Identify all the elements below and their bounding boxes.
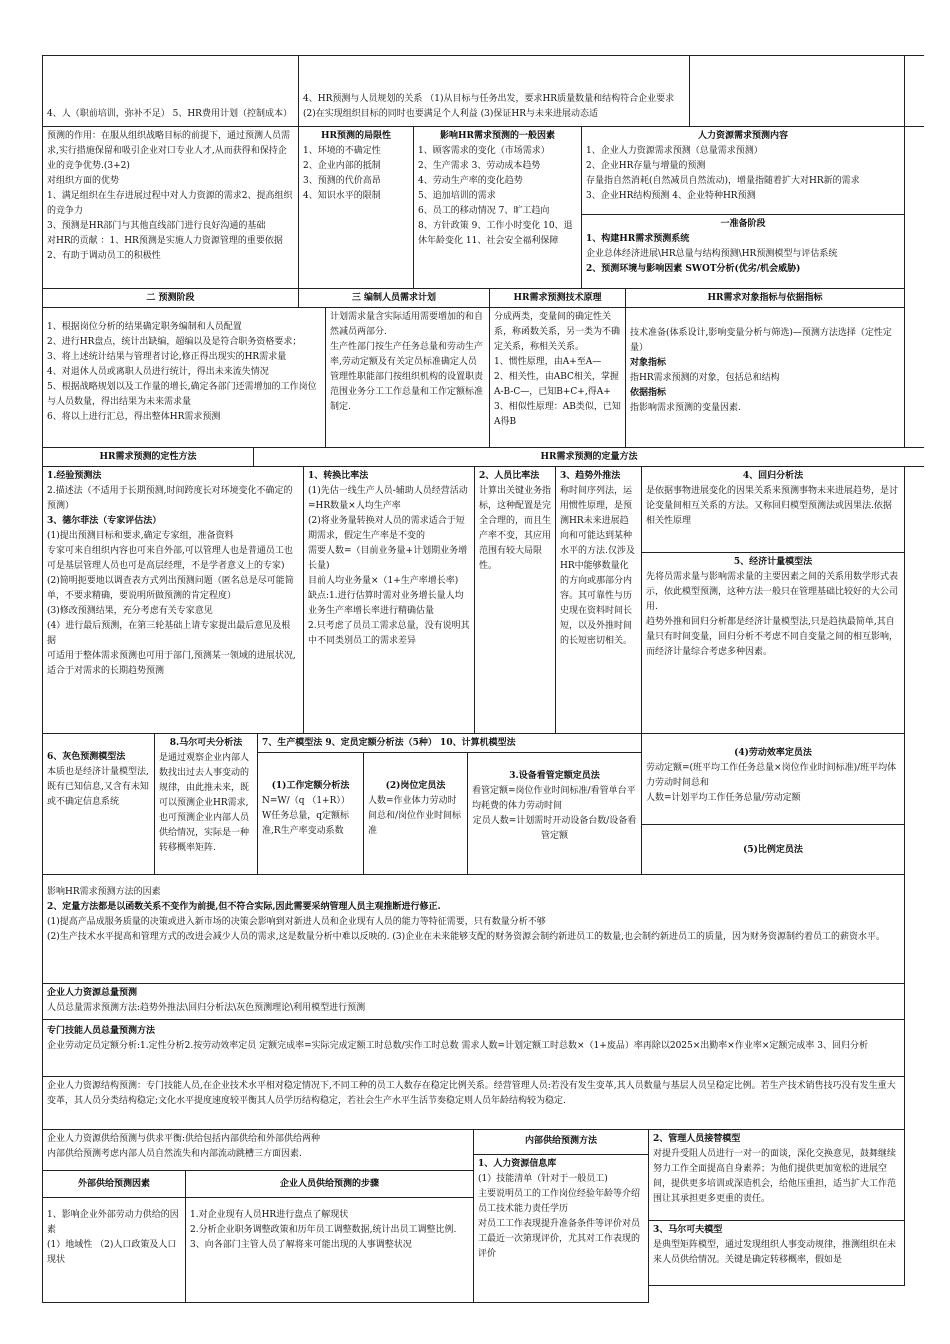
conversion-ratio-text: 2.只考虑了员员工需求总量，没有说明其中不同类别员工的需求差异: [308, 621, 470, 646]
total-forecast-cell: [42, 983, 905, 1020]
demand-content-item: 2、企业HR存量与增量的预测: [586, 161, 706, 171]
demand-plan-header: 三 编制人员需求计划: [298, 288, 490, 308]
post-staffing-text: 人数=作业体力劳动时间总和/岗位作业时间标准: [368, 796, 462, 836]
prep-stage-item: 1、构建HR需求预测系统: [586, 234, 690, 244]
demand-factor-item: 8、方针政策 9、工作小时变化 10、退休年龄变化 11、社会安全福利保障: [418, 221, 573, 246]
equipment-quota-title: 3.设备看管定额定员法: [509, 771, 600, 781]
econometric-title: 5、经济计量模型法: [733, 557, 813, 567]
supply-step: 3、向各部门主管人员了解将来可能出现的人事调整状况: [190, 1240, 412, 1250]
hr-info-base-text: 对员工工作表现提升准备条件等评价对员工最近一次第现评价，尤其对工作表现的评价: [478, 1219, 641, 1259]
structure-forecast-cell: [42, 1076, 905, 1130]
demand-content-item: 3、企业HR结构预测 4、企业特种HR预测: [586, 191, 756, 201]
external-supply-header: 外部供给预测因素: [42, 1170, 186, 1198]
conversion-ratio-text: (2)将业务量转换对人员的需求适合于短期需求，假定生产率是不变的: [308, 516, 465, 541]
method-factors-text: (2)生产技术水平提高和管理方式的改进会减少人员的需求,这是数量分析中难以反映的. (3)企业在未来能够支配的财务资源会制约新进员工的数量,也会制约新进员工的质量，因为财务资源制约着员工的薪资水平。: [47, 932, 885, 942]
grey-model-text: 本质也是经济计量模型法,既有已知信息,又含有未知或不确定信息系统: [47, 767, 149, 807]
conversion-ratio-cell: [303, 466, 475, 734]
succession-model-title: 2、管理人员接替模型: [653, 1134, 741, 1144]
post-staffing-cell: [363, 752, 468, 875]
indicator-text: 指HR需求预测的对象，包括总和结构: [630, 373, 780, 383]
markov-model-text: 是典型矩阵模型，通过发现组织人事变动规律，推测组织在未来人员供给情况。关键是确定转移概率，假如是: [653, 1240, 897, 1265]
work-quota-text: W任务总量，q定额标准,R生产率变动系数: [262, 811, 350, 836]
post-staffing-title: (2)岗位定员法: [385, 781, 446, 791]
indicator-text: 技术准备(体系设计,影响变量分析与筛选)—预测方法选择（定性定量）: [630, 328, 892, 353]
top-cell-empty: [689, 55, 905, 127]
demand-content-item: 存量指自然消耗(自然减员自然流动)，增量指随着扩大对HR新的需求: [586, 176, 860, 186]
quantitative-header: HR需求预测的定量方法: [253, 447, 924, 467]
equipment-quota-cell: [467, 752, 642, 875]
trend-extrapolation-title: 3、趋势外推法: [560, 471, 621, 481]
top-cell-empty-right: [904, 55, 924, 127]
labor-efficiency-cell: [641, 733, 905, 825]
tech-principle-header: HR需求预测技术原理: [489, 288, 626, 308]
qualitative-header: HR需求预测的定性方法: [42, 447, 254, 467]
skill-forecast-text: 企业劳动定员定额分析:1.定性分析2.按劳动效率定员 定额完成率=实际完成定额工时总数/实作工时总数 需求人数=计划定额工时总数×（1+废品）率再除以2025×出勤率×作业率×定额完成率 3、回归分析: [47, 1041, 868, 1051]
conversion-ratio-text: 目前人均业务量×（1+生产率增长率): [308, 576, 459, 586]
demand-factor-item: 4、劳动生产率的变化趋势: [418, 176, 523, 186]
plan-text: 管理性职能部门按组织机构的设置职责范围业务分工工作总量和工作定额标准制定.: [330, 372, 484, 412]
stage-step: 2、进行HR盘点，统计出缺编，超编以及是符合职务资格要求；: [47, 337, 302, 347]
limitation-item: 2、企业内部的抵制: [303, 161, 381, 171]
supply-steps-cell: [185, 1197, 474, 1303]
qualitative-item: 专家可来自组织内容也可来自外部,可以管理人也是普通员工也可是基层管理人员也可是高层经理，不是学者意义上的专家): [47, 546, 293, 571]
plan-text: 计划需求量含实际适用需要增加的和自然减员两部分.: [330, 312, 484, 337]
demand-factors-title: 影响HR需求预测的一般因素: [440, 131, 555, 141]
stage-step: 3、将上述统计结果与管理者讨论,修正得出现实的HR需求量: [47, 352, 287, 362]
econometric-cell: [641, 552, 905, 734]
qualitative-item: (3)修改预测结果，充分考虑有关专家意见: [47, 606, 213, 616]
principle-text: 1、惯性原理，由A+至A—: [494, 357, 602, 367]
regression-text: 是依据事物进展变化的因果关系来预测事物未来进展趋势，是讨论变量间相互关系的方法。又称回归模型预测法或因果法.依据相关性原理: [646, 486, 899, 526]
limitation-item: 3、预测的代价高昂: [303, 176, 381, 186]
econometric-text: 趋势外推和回归分析都是经济计量模型法,只是趋执最简单,其自量只有时间变量，回归分析不考虑不同自变量之间的相互影响，而经济计量综合考虑多种因素。: [646, 617, 899, 657]
work-quota-cell: [257, 752, 364, 875]
forecast-role-text: 预测的作用：在服从组织战略目标的前提下，通过预测人员需求,实行措施保留和吸引企业对口专业人才,从而获得和保持企业的竞争优势.(3+2): [47, 131, 291, 171]
equipment-quota-text: 定员人数=计划需时开动设备台数/设备看管定额: [472, 816, 637, 841]
qualitative-item: 1.经验预测法: [47, 471, 102, 481]
markov-cell: [154, 733, 258, 875]
hr-contribution-text: 对HR的贡献 ：1、HR预测是实施人力资源管理的重要依据 2、有助于调动员工的积极性: [47, 236, 283, 261]
succession-model-text: 对提升受阻人员进行一对一的面谈，深化交换意见，鼓舞继续努力工作全面提高自身素养；为他们提供更加宽松的进展空间，提供更多培训或深造机会，给他压重担，适当扩大工作范围让其承担更多更重的责任。: [653, 1149, 897, 1204]
internal-supply-header: 内部供给预测方法: [473, 1129, 649, 1155]
indicator-text: 指影响需求预测的变量因素.: [630, 403, 741, 413]
supply-step: 1.对企业现有人员HR进行盘点了解现状: [190, 1210, 349, 1220]
conversion-ratio-text: 缺点:1.进行估算时需对业务增长量人均业务生产率增长率进行精确估量: [308, 591, 464, 616]
labor-efficiency-title: (4)劳动效率定员法: [734, 748, 812, 758]
limitation-item: 1、环境的不确定性: [303, 146, 381, 156]
qualitative-item: (4）进行最后预测，在第三轮基础上请专家提出最后意见及根据: [47, 621, 291, 646]
method-factors-text: 2、定量方法都是以函数关系不变作为前提,但不符合实际,因此需要采纳管理人员主观推断进行修正.: [47, 902, 441, 912]
labor-efficiency-text: 劳动定额=(班平均工作任务总量×岗位作业时间标准)/班平均体力劳动时间总和: [646, 763, 897, 788]
conversion-ratio-text: (1)先估一线生产人员-辅助人员经营活动=HR数量×人均生产率: [308, 486, 468, 511]
external-supply-text: (1）地域性 （2)人口政策及人口现状: [47, 1240, 177, 1265]
demand-factor-item: 5、追加培训的需求: [418, 191, 496, 201]
forecast-limitation-cell: [298, 126, 414, 289]
conversion-ratio-title: 1、转换比率法: [308, 471, 369, 481]
staff-ratio-text: 计算出关键业务指标，这种配置是完全合理的，而且生产率不变，其应用范围有较大局限性。: [479, 486, 552, 571]
org-advantage-label: 对组织方面的优势: [47, 176, 120, 186]
skill-forecast-title: 专门技能人员总量预测方法: [47, 1026, 156, 1036]
markov-model-title: 3、马尔可夫模型: [653, 1225, 723, 1235]
staff-ratio-cell: [474, 466, 556, 734]
hr-info-base-title: 1、人力资源信息库: [478, 1159, 557, 1169]
external-supply-text: 1、影响企业外部劳动力供给的因素: [47, 1210, 179, 1235]
succession-model-cell: [648, 1129, 905, 1221]
work-quota-text: N=W/（q （1+R））: [262, 796, 350, 806]
qualitative-item: (1)提出预测目标和要求,确定专家组，准备资料: [47, 531, 234, 541]
ratio-staffing-cell: (5)比例定员法: [641, 824, 905, 875]
stage-step: 1、根据岗位分析的结果确定职务编制和人员配置: [47, 322, 242, 332]
stage-step: 5、根据战略规划以及工作量的增长,确定各部门还需增加的工作岗位与人员数量，得出结果为未来需求量: [47, 382, 317, 407]
staff-ratio-title: 2、人员比率法: [479, 471, 540, 481]
trend-extrapolation-cell: [555, 466, 642, 734]
demand-factor-item: 6、员工的移动情况 7、旷工趋向: [418, 206, 550, 216]
markov-text: 是通过观察企业内部人数找出过去人事变动的规律，由此推未来，既可以预测企业HR需求,也可预测企业内部人员供给情况，实际是一种转移概率矩阵.: [159, 753, 250, 853]
structure-forecast-text: 企业人力资源结构预测：专门技能人员,在企业技术水平相对稳定情况下,不同工种的员工人数存在稳定比例关系。经营管理人员:若没有发生变革,其人员数量与基层人员呈稳定比例。若生产技术销售技巧没有发生重大变革，其人员分类结构稳定;文化水平提度速度较平衡其人员学历结构稳定，若社会生产水平生活节奏稳定则人员年龄结构较为稳定.: [47, 1081, 896, 1106]
principle-text: 2、相关性，由ABC相关，掌握A-B-C—，已知B+C+,得A+: [494, 372, 619, 397]
production-model-header: 7、生产模型法 9、定员定额分析法（5种） 10、计算机模型法: [257, 733, 642, 753]
grey-model-cell: [42, 733, 155, 875]
indicator-label: 对象指标: [630, 358, 667, 368]
qualitative-item: 2.描述法（不适用于长期预测,时间跨度长对环境变化不确定的预测）: [47, 486, 293, 511]
external-supply-cell: [42, 1197, 186, 1303]
demand-factor-item: 2、生产需求 3、劳动成本趋势: [418, 161, 541, 171]
demand-factor-item: 1、顾客需求的变化（市场需求）: [418, 146, 550, 156]
qualitative-item: (2)简明扼要地以调查表方式列出预测问题（匿名总是尽可能简单，不要求精确，要说明所做预测的肯定程度）: [47, 576, 294, 601]
forecast-stage-cell: [42, 307, 326, 448]
econometric-text: 先将员需求量与影响需求量的主要因素之间的关系用数学形式表示，依此模型预测，这种方法一般只在管理基础比较好的大公司用.: [646, 572, 899, 612]
supply-intro-cell: [42, 1129, 474, 1171]
indicator-cell: [625, 307, 905, 448]
demand-content-title: 人力资源需求预测内容: [697, 131, 788, 141]
forecast-stage-header: 二 预测阶段: [42, 288, 299, 308]
hr-info-base-text: (1）技能清单（针对于一般员工): [478, 1174, 608, 1184]
regression-cell: [641, 466, 905, 553]
qualitative-item: 3、德尔菲法（专家评估法）: [47, 516, 162, 526]
markov-title: 8.马尔可夫分析法: [169, 738, 243, 748]
qualitative-cell: [42, 466, 304, 734]
supply-intro-text: 内部供给预测考虑内部人员自然流失和内部流动跳槽三方面因素.: [47, 1149, 302, 1159]
hr-info-base-text: 主要说明员工的工作岗位经验年龄等介绍员工技术能力责任学历: [478, 1189, 641, 1214]
principle-text: 3、相似性原理：AB类似，已知A得B: [494, 402, 621, 427]
equipment-quota-text: 看管定额=岗位作业时间标准/看管单台平均耗费的体力劳动时间: [472, 786, 636, 811]
top-cell-hr-relation: [298, 55, 690, 127]
internal-supply-cell: [473, 1154, 649, 1303]
prep-stage-title: 一准备阶段: [720, 219, 766, 229]
grey-model-title: 6、灰色预测模型法: [47, 752, 126, 762]
total-forecast-text: 人员总量需求预测方法:趋势外推法\回归分析法\灰色预测理论\利用模型进行预测: [47, 1003, 366, 1013]
top-cell-hr-plan-text: 4、人（职前培训，弥补不足） 5、HR费用计划（控制成本）: [47, 109, 292, 119]
skill-forecast-cell: [42, 1019, 905, 1077]
supply-intro-text: 企业人力资源供给预测与供求平衡:供给包括内部供给和外部供给两种: [47, 1134, 321, 1144]
top-cell-hr-relation-text: 4、HR预测与人员规划的关系 （1)从目标与任务出发，要求HR质量数量和结构符合企业要求 (2)在实现组织目标的同时也要满足个人利益 (3)保证HR与未来进展动态适: [303, 94, 675, 119]
demand-content-cell: [581, 126, 905, 215]
prep-stage-cell: [581, 214, 905, 289]
work-quota-title: (1)工作定额分析法: [271, 781, 350, 791]
org-advantage-text: 1、满足组织在生存进展过程中对人力资源的需求2、提高组织的竞争力: [47, 191, 293, 216]
method-factors-text: (1)提高产品成服务质量的决策或进入新市场的决策会影响到对新进人员和企业现有人员的能力等特征需要，只有数量分析不够: [47, 917, 546, 927]
supply-steps-header: 企业人员供给预测的步骤: [185, 1170, 474, 1198]
demand-content-item: 1、企业人力资源需求预测（总量需求预测）: [586, 146, 763, 156]
indicator-label: 依据指标: [630, 388, 667, 398]
forecast-limitation-title: HR预测的局限性: [321, 131, 391, 141]
labor-efficiency-text: 人数=计划平均工作任务总量/劳动定额: [646, 793, 801, 803]
stage-step: 6、将以上进行汇总，得出整体HR需求预测: [47, 412, 221, 422]
method-factors-cell: [42, 874, 905, 984]
qualitative-item: 可适用于整体需求预测也可用于部门,预测某一领域的进展状况,适合于对需求的长期趋势预测: [47, 651, 296, 676]
prep-stage-item: 2、预测环境与影响因素 SWOT分析(优劣/机会威胁): [586, 264, 801, 274]
tech-principle-cell: [489, 307, 626, 448]
conversion-ratio-text: 需要人数=（目前业务量+计划期业务增长量): [308, 546, 468, 571]
top-cell-hr-plan: [42, 55, 299, 127]
demand-factors-cell: [413, 126, 582, 289]
limitation-item: 4、知识水平的限制: [303, 191, 381, 201]
method-factors-title: 影响HR需求预测方法的因素: [47, 887, 161, 897]
total-forecast-title: 企业人力资源总量预测: [47, 988, 138, 998]
supply-step: 2.分析企业职务调整政策和历年员工调整数据,统计出员工调整比例.: [190, 1225, 457, 1235]
prep-stage-item: 企业总体经济进展\HR总量与结构预测\HR预测模型与评估系统: [586, 249, 838, 259]
demand-plan-cell: [325, 307, 490, 448]
trend-extrapolation-text: 称时间序列法，运用惯性原理，是预测HR未来进展趋向和可能达到某种水平的方法.仅涉及HR中能够数量化的方向或那部分内容。其可靠性与历史现在资料时间长短，以及外推时间的长短密切相关。: [560, 486, 635, 646]
communication-base-text: 3、预测是HR部门与其他直线部门进行良好沟通的基础: [47, 221, 266, 231]
plan-text: 生产性部门按生产任务总量和劳动生产率,劳动定额及有关定员标准确定人员: [330, 342, 484, 367]
indicator-header: HR需求对象指标与依据指标: [625, 288, 905, 308]
stage-step: 4、对退休人员或离职人员进行统计，得出未来流失情况: [47, 367, 269, 377]
principle-text: 分成两类，变量间的确定性关系，称函数关系，另一类为不确定关系，称相关关系。: [494, 312, 621, 352]
regression-title: 4、回归分析法: [742, 471, 804, 481]
markov-model-cell: [648, 1220, 905, 1286]
forecast-role-cell: [42, 126, 299, 289]
